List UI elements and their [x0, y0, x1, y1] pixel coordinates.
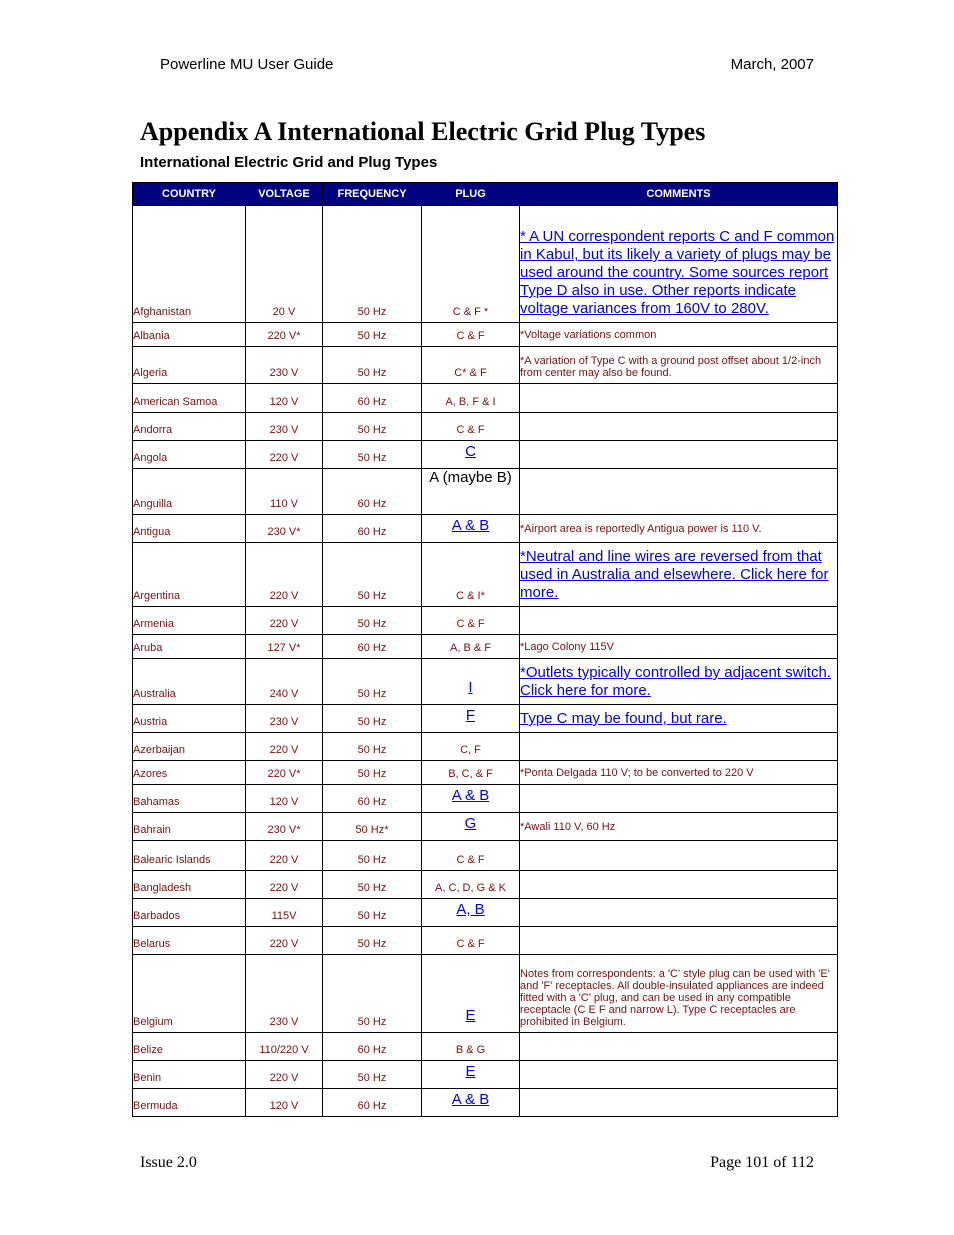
cell-country: Belgium — [133, 955, 246, 1033]
cell-plug — [422, 659, 520, 705]
col-header-plug: PLUG — [422, 183, 520, 206]
cell-voltage: 20 V — [246, 206, 323, 323]
table-row — [133, 347, 838, 384]
comment-link[interactable]: Type C may be found, but rare. — [520, 710, 727, 727]
cell-plug — [422, 469, 520, 515]
cell-voltage: 127 V* — [246, 635, 323, 659]
cell-frequency: 50 Hz — [323, 441, 422, 469]
cell-voltage: 230 V — [246, 955, 323, 1033]
table-row — [133, 899, 838, 927]
table-row — [133, 441, 838, 469]
table-row — [133, 659, 838, 705]
cell-frequency: 60 Hz — [323, 1089, 422, 1117]
cell-plug: C & F — [422, 323, 520, 347]
cell-voltage: 230 V — [246, 413, 323, 441]
cell-comment: *Airport area is reportedly Antigua power is 110 V. — [520, 515, 838, 543]
cell-frequency: 50 Hz — [323, 841, 422, 871]
cell-plug: B & G — [422, 1033, 520, 1061]
table-row — [133, 323, 838, 347]
cell-country: Anguilla — [133, 469, 246, 515]
cell-frequency: 50 Hz — [323, 206, 422, 323]
cell-voltage: 120 V — [246, 1089, 323, 1117]
cell-country: Belize — [133, 1033, 246, 1061]
table-row — [133, 1061, 838, 1089]
cell-plug: A, B, F & I — [422, 384, 520, 413]
cell-voltage: 220 V — [246, 927, 323, 955]
table-row — [133, 469, 838, 515]
cell-comment: *A variation of Type C with a ground post offset about 1/2-inch from center may also be found. — [520, 347, 838, 384]
col-header-country: COUNTRY — [133, 183, 246, 206]
cell-plug: A, C, D, G & K — [422, 871, 520, 899]
cell-voltage: 220 V — [246, 441, 323, 469]
table-row — [133, 733, 838, 761]
table-row — [133, 384, 838, 413]
cell-comment — [520, 413, 838, 441]
cell-comment — [520, 441, 838, 469]
cell-frequency: 50 Hz — [323, 543, 422, 607]
cell-country: Azores — [133, 761, 246, 785]
cell-comment — [520, 871, 838, 899]
cell-frequency: 50 Hz — [323, 927, 422, 955]
cell-plug — [422, 813, 520, 841]
cell-frequency: 60 Hz — [323, 515, 422, 543]
cell-country: Algeria — [133, 347, 246, 384]
table-row — [133, 515, 838, 543]
plug-link[interactable]: I — [468, 679, 473, 696]
comment-link[interactable]: *Outlets typically controlled by adjacent switch. Click here for more. — [520, 664, 831, 699]
cell-comment — [520, 899, 838, 927]
cell-country: Bermuda — [133, 1089, 246, 1117]
cell-frequency: 50 Hz — [323, 899, 422, 927]
cell-voltage: 110/220 V — [246, 1033, 323, 1061]
cell-country: Argentina — [133, 543, 246, 607]
table-row — [133, 927, 838, 955]
cell-voltage: 220 V — [246, 841, 323, 871]
plug-link[interactable]: A, B — [456, 901, 485, 918]
cell-comment — [520, 384, 838, 413]
table-row — [133, 955, 838, 1033]
cell-comment — [520, 543, 838, 607]
cell-frequency: 50 Hz — [323, 607, 422, 635]
cell-voltage: 230 V* — [246, 813, 323, 841]
cell-comment: *Lago Colony 115V — [520, 635, 838, 659]
cell-frequency: 60 Hz — [323, 384, 422, 413]
cell-voltage: 220 V* — [246, 761, 323, 785]
cell-country: Bangladesh — [133, 871, 246, 899]
cell-frequency: 60 Hz — [323, 1033, 422, 1061]
cell-voltage: 220 V* — [246, 323, 323, 347]
plug-link[interactable]: G — [464, 815, 477, 832]
footer-issue: Issue 2.0 — [140, 1154, 197, 1171]
plug-link[interactable]: A & B — [451, 787, 490, 804]
cell-comment: *Ponta Delgada 110 V; to be converted to 220 V — [520, 761, 838, 785]
cell-voltage: 220 V — [246, 871, 323, 899]
cell-comment — [520, 607, 838, 635]
cell-country: Albania — [133, 323, 246, 347]
table-body — [133, 206, 838, 1117]
comment-link[interactable]: *Neutral and line wires are reversed from that used in Australia and elsewhere. Click here for more. — [520, 548, 829, 601]
cell-frequency: 60 Hz — [323, 635, 422, 659]
cell-country: Austria — [133, 705, 246, 733]
cell-comment — [520, 841, 838, 871]
cell-frequency: 50 Hz — [323, 1061, 422, 1089]
table-row — [133, 1089, 838, 1117]
cell-comment — [520, 733, 838, 761]
cell-plug — [422, 515, 520, 543]
cell-comment — [520, 659, 838, 705]
cell-voltage: 220 V — [246, 1061, 323, 1089]
table-row — [133, 607, 838, 635]
table-row — [133, 543, 838, 607]
table-row — [133, 813, 838, 841]
cell-frequency: 50 Hz — [323, 871, 422, 899]
plug-link[interactable]: A & B — [451, 517, 490, 534]
plug-link[interactable]: F — [465, 707, 476, 724]
cell-plug: C* & F — [422, 347, 520, 384]
cell-comment — [520, 927, 838, 955]
cell-comment — [520, 1033, 838, 1061]
cell-frequency: 50 Hz* — [323, 813, 422, 841]
cell-voltage: 110 V — [246, 469, 323, 515]
col-header-voltage: VOLTAGE — [246, 183, 323, 206]
cell-frequency: 50 Hz — [323, 323, 422, 347]
plug-link[interactable]: C — [465, 443, 476, 460]
cell-country: Andorra — [133, 413, 246, 441]
cell-plug — [422, 955, 520, 1033]
cell-comment — [520, 469, 838, 515]
cell-voltage: 230 V — [246, 347, 323, 384]
cell-voltage: 220 V — [246, 733, 323, 761]
plug-text: A (maybe B) — [429, 469, 512, 486]
table-row — [133, 871, 838, 899]
cell-country: Angola — [133, 441, 246, 469]
cell-comment — [520, 785, 838, 813]
header-doc-title: Powerline MU User Guide — [160, 56, 334, 73]
cell-frequency: 60 Hz — [323, 469, 422, 515]
cell-plug: B, C, & F — [422, 761, 520, 785]
cell-frequency: 50 Hz — [323, 955, 422, 1033]
page-title: Appendix A International Electric Grid Plug Types — [140, 117, 706, 146]
cell-frequency: 50 Hz — [323, 761, 422, 785]
table-row — [133, 1033, 838, 1061]
cell-plug: C & F — [422, 607, 520, 635]
plug-types-table — [132, 182, 838, 1117]
table-row — [133, 841, 838, 871]
cell-plug: C & F — [422, 413, 520, 441]
cell-frequency: 50 Hz — [323, 705, 422, 733]
cell-voltage: 230 V* — [246, 515, 323, 543]
table-row — [133, 413, 838, 441]
table-row — [133, 785, 838, 813]
cell-plug — [422, 785, 520, 813]
cell-country: Barbados — [133, 899, 246, 927]
cell-country: Australia — [133, 659, 246, 705]
plug-link[interactable]: E — [465, 1063, 476, 1080]
cell-plug — [422, 441, 520, 469]
cell-frequency: 50 Hz — [323, 413, 422, 441]
cell-plug: C & F — [422, 927, 520, 955]
cell-country: Aruba — [133, 635, 246, 659]
table-header-row — [133, 183, 838, 206]
cell-voltage: 115V — [246, 899, 323, 927]
col-header-frequency: FREQUENCY — [323, 183, 422, 206]
cell-country: Benin — [133, 1061, 246, 1089]
cell-voltage: 240 V — [246, 659, 323, 705]
cell-country: Afghanistan — [133, 206, 246, 323]
col-header-comments: COMMENTS — [520, 183, 838, 206]
cell-country: Azerbaijan — [133, 733, 246, 761]
cell-country: Antigua — [133, 515, 246, 543]
cell-country: Balearic Islands — [133, 841, 246, 871]
cell-country: Belarus — [133, 927, 246, 955]
cell-voltage: 230 V — [246, 705, 323, 733]
cell-country: Bahrain — [133, 813, 246, 841]
header-date: March, 2007 — [730, 56, 814, 73]
cell-comment: Notes from correspondents: a 'C' style plug can be used with 'E' and 'F' receptacles. All double-insulated appliances are indeed fitted with a 'C' plug, and can be used in any compatible receptacle (C E F and narrow L). Type C receptacles are prohibited in Belgium. — [520, 955, 838, 1033]
cell-frequency: 50 Hz — [323, 659, 422, 705]
cell-comment — [520, 206, 838, 323]
cell-plug — [422, 1089, 520, 1117]
cell-plug: C, F — [422, 733, 520, 761]
table-row — [133, 206, 838, 323]
cell-plug — [422, 899, 520, 927]
table-row — [133, 705, 838, 733]
cell-country: American Samoa — [133, 384, 246, 413]
cell-plug — [422, 1061, 520, 1089]
cell-voltage: 220 V — [246, 607, 323, 635]
cell-frequency: 50 Hz — [323, 347, 422, 384]
page-subtitle: International Electric Grid and Plug Types — [140, 154, 438, 171]
cell-comment — [520, 1089, 838, 1117]
comment-link[interactable]: * A UN correspondent reports C and F common in Kabul, but its likely a variety of plugs may be used around the country. Some sources report Type D also in use. Other reports indicate voltage variances from 160V to 280V. — [520, 228, 835, 317]
footer-page-number: Page 101 of 112 — [710, 1154, 814, 1171]
cell-country: Bahamas — [133, 785, 246, 813]
cell-plug: C & F * — [422, 206, 520, 323]
cell-frequency: 50 Hz — [323, 733, 422, 761]
cell-comment — [520, 1061, 838, 1089]
plug-link[interactable]: A & B — [451, 1091, 490, 1108]
table-row — [133, 761, 838, 785]
cell-comment: *Awali 110 V, 60 Hz — [520, 813, 838, 841]
cell-voltage: 120 V — [246, 384, 323, 413]
cell-voltage: 120 V — [246, 785, 323, 813]
cell-frequency: 60 Hz — [323, 785, 422, 813]
cell-country: Armenia — [133, 607, 246, 635]
cell-plug: C & F — [422, 841, 520, 871]
cell-plug: C & I* — [422, 543, 520, 607]
plug-link[interactable]: E — [465, 1007, 476, 1024]
cell-plug: A, B & F — [422, 635, 520, 659]
cell-voltage: 220 V — [246, 543, 323, 607]
cell-plug — [422, 705, 520, 733]
table-row — [133, 635, 838, 659]
cell-comment: *Voltage variations common — [520, 323, 838, 347]
cell-comment — [520, 705, 838, 733]
